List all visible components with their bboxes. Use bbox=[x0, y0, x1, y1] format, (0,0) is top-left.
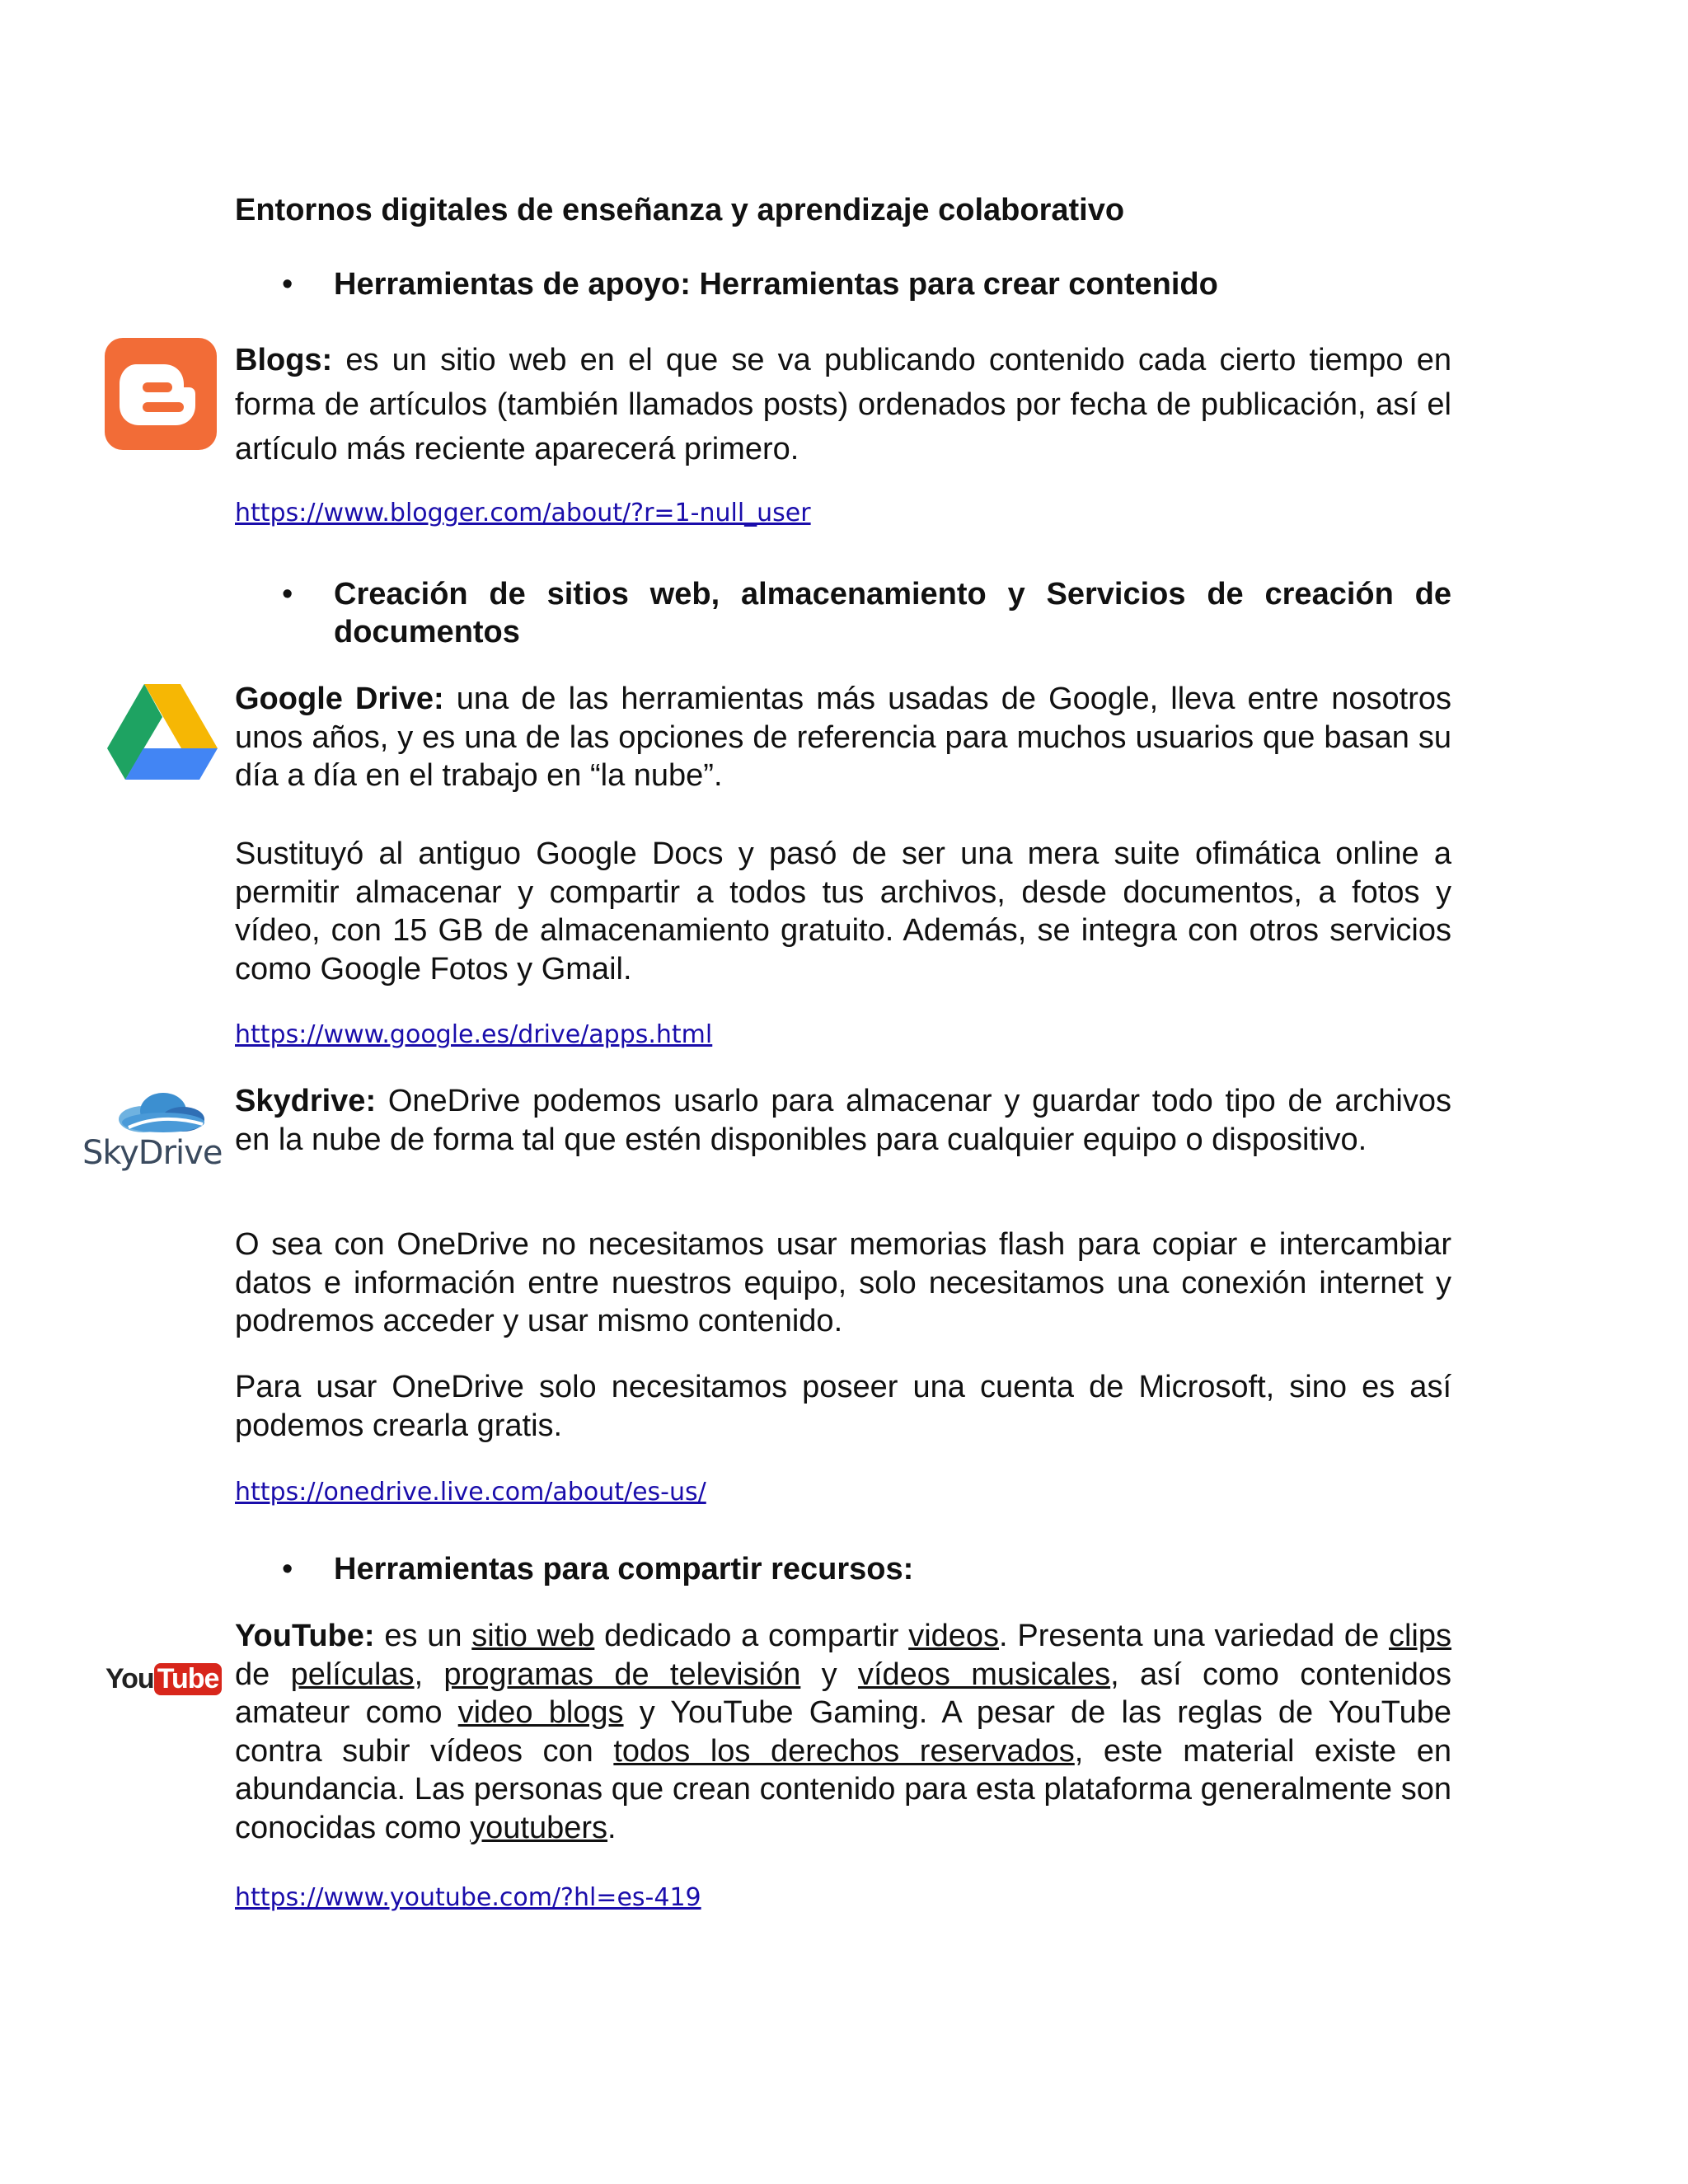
text: dedicado a compartir bbox=[594, 1619, 909, 1653]
drive-paragraph-1 bbox=[235, 680, 1451, 795]
link-videos-musicales[interactable]: vídeos musicales bbox=[857, 1657, 1111, 1692]
section-heading-text: Creación de sitios web, almacenamiento y Servicios de creación de documentos bbox=[334, 577, 1451, 649]
link-clips[interactable]: clips bbox=[1388, 1619, 1452, 1653]
text: , este material existe en abundancia. Las personas que crean contenido para esta plataforma generalmente son conocidas como bbox=[235, 1733, 1451, 1845]
skydrive-logo-text: SkyDrive bbox=[82, 1134, 223, 1172]
youtube-logo-tube: Tube bbox=[154, 1663, 223, 1695]
bullet-icon: • bbox=[282, 1552, 293, 1586]
section-heading-text: Herramientas de apoyo: Herramientas para crear contenido bbox=[334, 267, 1218, 302]
link-sitio-web[interactable]: sitio web bbox=[471, 1619, 595, 1653]
document-title: Entornos digitales de enseñanza y aprendizaje colaborativo bbox=[235, 193, 1125, 227]
text: . bbox=[607, 1810, 617, 1845]
section-heading-share-resources bbox=[282, 1550, 1451, 1588]
skydrive-label: Skydrive: bbox=[235, 1084, 377, 1118]
youtube-label: YouTube: bbox=[235, 1619, 375, 1653]
skydrive-logo bbox=[82, 1086, 223, 1177]
skydrive-paragraph-1 bbox=[235, 1082, 1451, 1159]
link-derechos-reservados[interactable]: todos los derechos reservados bbox=[613, 1733, 1075, 1769]
blogs-description: es un sitio web en el que se va publicando contenido cada cierto tiempo en forma de artículos (también llamados posts) ordenados por fecha de publicación, así el artículo más reciente aparecerá primero. bbox=[235, 343, 1451, 466]
section-heading-content-tools bbox=[282, 265, 1451, 303]
text: de bbox=[235, 1657, 291, 1692]
google-drive-link[interactable]: https://www.google.es/drive/apps.html bbox=[235, 1020, 713, 1049]
youtube-link[interactable]: https://www.youtube.com/?hl=es-419 bbox=[235, 1883, 701, 1912]
section-heading-web-storage bbox=[282, 575, 1451, 651]
google-drive-logo-icon bbox=[107, 684, 218, 780]
bullet-icon: • bbox=[282, 267, 293, 302]
text: , bbox=[414, 1657, 444, 1692]
section-heading-text: Herramientas para compartir recursos: bbox=[334, 1552, 914, 1586]
skydrive-description: OneDrive podemos usarlo para almacenar y guardar todo tipo de archivos en la nube de forma tal que estén disponibles para cualquier equipo o dispositivo. bbox=[235, 1084, 1451, 1157]
onedrive-link[interactable]: https://onedrive.live.com/about/es-us/ bbox=[235, 1478, 706, 1507]
text: , así como contenidos amateur como bbox=[235, 1657, 1451, 1730]
youtube-logo-you: You bbox=[106, 1663, 154, 1694]
blogger-link[interactable]: https://www.blogger.com/about/?r=1-null_user bbox=[235, 499, 811, 527]
youtube-logo bbox=[106, 1663, 222, 1699]
blogs-paragraph bbox=[235, 338, 1451, 471]
text: . Presenta una variedad de bbox=[999, 1619, 1389, 1653]
text: es un bbox=[374, 1619, 472, 1653]
link-programas-de-television[interactable]: programas de televisión bbox=[443, 1657, 801, 1692]
cloud-icon bbox=[112, 1086, 211, 1137]
blogger-logo-icon bbox=[105, 338, 217, 450]
skydrive-paragraph-3: Para usar OneDrive solo necesitamos poseer una cuenta de Microsoft, sino es así podemos crearla gratis. bbox=[235, 1370, 1451, 1443]
drive-description: una de las herramientas más usadas de Google, lleva entre nosotros unos años, y es una de las opciones de referencia para muchos usuarios que basan su día a día en el trabajo en “la nube”. bbox=[235, 682, 1452, 793]
bullet-icon: • bbox=[282, 577, 293, 612]
text: y YouTube Gaming. A pesar de las reglas de YouTube contra subir vídeos con bbox=[235, 1695, 1451, 1769]
youtube-paragraph bbox=[235, 1617, 1451, 1847]
drive-paragraph-2: Sustituyó al antiguo Google Docs y pasó de ser una mera suite ofimática online a permitir almacenar y compartir a todos tus archivos, desde documentos, a fotos y vídeo, con 15 GB de almacenamiento gratuito. Además, se integra con otros servicios como Google Fotos y Gmail. bbox=[235, 837, 1451, 987]
link-peliculas[interactable]: películas bbox=[290, 1657, 415, 1692]
drive-label: Google Drive: bbox=[235, 682, 444, 716]
link-videos[interactable]: videos bbox=[908, 1619, 1000, 1653]
link-youtubers[interactable]: youtubers bbox=[470, 1810, 608, 1845]
link-video-blogs[interactable]: video blogs bbox=[457, 1695, 624, 1730]
text: y bbox=[800, 1657, 858, 1692]
skydrive-paragraph-2: O sea con OneDrive no necesitamos usar memorias flash para copiar e intercambiar datos e información entre nuestros equipo, solo necesitamos una conexión internet y podremos acceder y usar mismo contenido. bbox=[235, 1227, 1451, 1338]
blogs-label: Blogs: bbox=[235, 343, 333, 377]
